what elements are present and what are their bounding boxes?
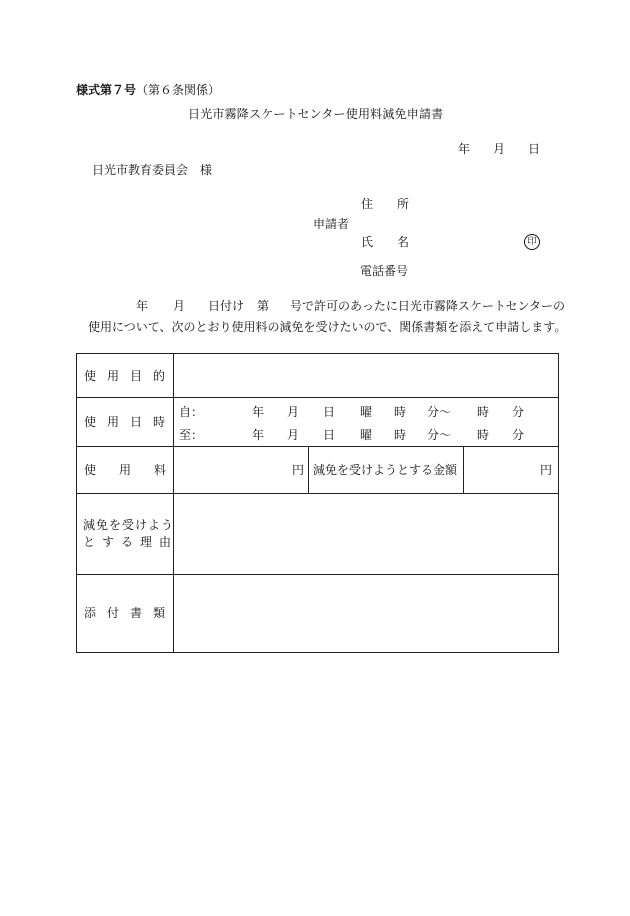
- attachments-label: 添付書類: [84, 606, 177, 620]
- purpose-label: 使用目的: [84, 369, 177, 383]
- attachments-field[interactable]: [174, 575, 559, 653]
- date-day: 日: [528, 142, 541, 156]
- body-year: 年: [136, 299, 149, 313]
- from-end-hour: 時: [477, 405, 490, 419]
- fee-label-cell: [77, 447, 190, 494]
- to-month: 月: [287, 428, 300, 442]
- address-label-1: 住: [361, 197, 374, 211]
- reduction-amount-label-cell: [309, 447, 464, 494]
- to-day: 日: [323, 428, 336, 442]
- fee-field[interactable]: [174, 447, 309, 494]
- body-line1-rest: 号で許可のあったに日光市霧降スケートセンターの: [290, 299, 566, 313]
- name-label-2: 名: [397, 235, 410, 249]
- body-dated: 日付け: [208, 299, 245, 313]
- application-table: [76, 353, 559, 653]
- from-year: 年: [252, 405, 265, 419]
- from-end-minute: 分: [512, 405, 525, 419]
- to-end-minute: 分: [512, 428, 525, 442]
- form-number: [76, 84, 220, 96]
- to-end-hour: 時: [477, 428, 490, 442]
- to-year: 年: [252, 428, 265, 442]
- date-year: 年: [458, 142, 471, 156]
- address-label-2: 所: [397, 197, 410, 211]
- from-minute: 分～: [427, 405, 452, 419]
- seal-mark: 印: [524, 234, 540, 250]
- to-weekday: 曜: [360, 428, 373, 442]
- date-month: 月: [493, 142, 506, 156]
- reason-label-line1: 減免を受けよう: [83, 518, 175, 532]
- from-month: 月: [287, 405, 300, 419]
- document-title: 日光市霧降スケートセンター使用料減免申請書: [188, 107, 444, 121]
- body-line2: 使用について、次のとおり使用料の減免を受けたいので、関係書類を添えて申請します。: [88, 320, 567, 334]
- body-month: 月: [173, 299, 186, 313]
- datetime-field[interactable]: [174, 398, 559, 447]
- reason-label-line2: とする理由: [83, 535, 179, 549]
- purpose-field[interactable]: [174, 354, 559, 398]
- reduction-amount-field[interactable]: [464, 447, 559, 494]
- to-hour: 時: [394, 428, 407, 442]
- attachments-label-cell: [77, 575, 177, 653]
- addressee: 日光市教育委員会 様: [92, 163, 213, 177]
- form-number-bold: 様式第７号: [76, 83, 137, 97]
- to-minute: 分～: [427, 428, 452, 442]
- to-label: 至：: [179, 428, 204, 442]
- fee-label: 使用料: [84, 463, 190, 477]
- from-label: 自：: [179, 405, 204, 419]
- datetime-label-cell: [77, 398, 177, 447]
- reason-label-cell: [77, 494, 179, 575]
- reason-field[interactable]: [174, 494, 559, 575]
- from-hour: 時: [394, 405, 407, 419]
- fee-yen: 円: [291, 463, 304, 477]
- applicant-label: 申請者: [313, 217, 350, 231]
- from-weekday: 曜: [360, 405, 373, 419]
- name-label-1: 氏: [361, 235, 374, 249]
- phone-label: 電話番号: [360, 264, 409, 278]
- body-no-prefix: 第: [257, 299, 270, 313]
- from-day: 日: [323, 405, 336, 419]
- form-reference: （第６条関係）: [136, 83, 221, 97]
- reduction-yen: 円: [540, 463, 553, 477]
- datetime-label: 使用日時: [84, 415, 177, 429]
- purpose-label-cell: [77, 354, 177, 398]
- reduction-amount-label: 減免を受けようとする金額: [313, 463, 458, 477]
